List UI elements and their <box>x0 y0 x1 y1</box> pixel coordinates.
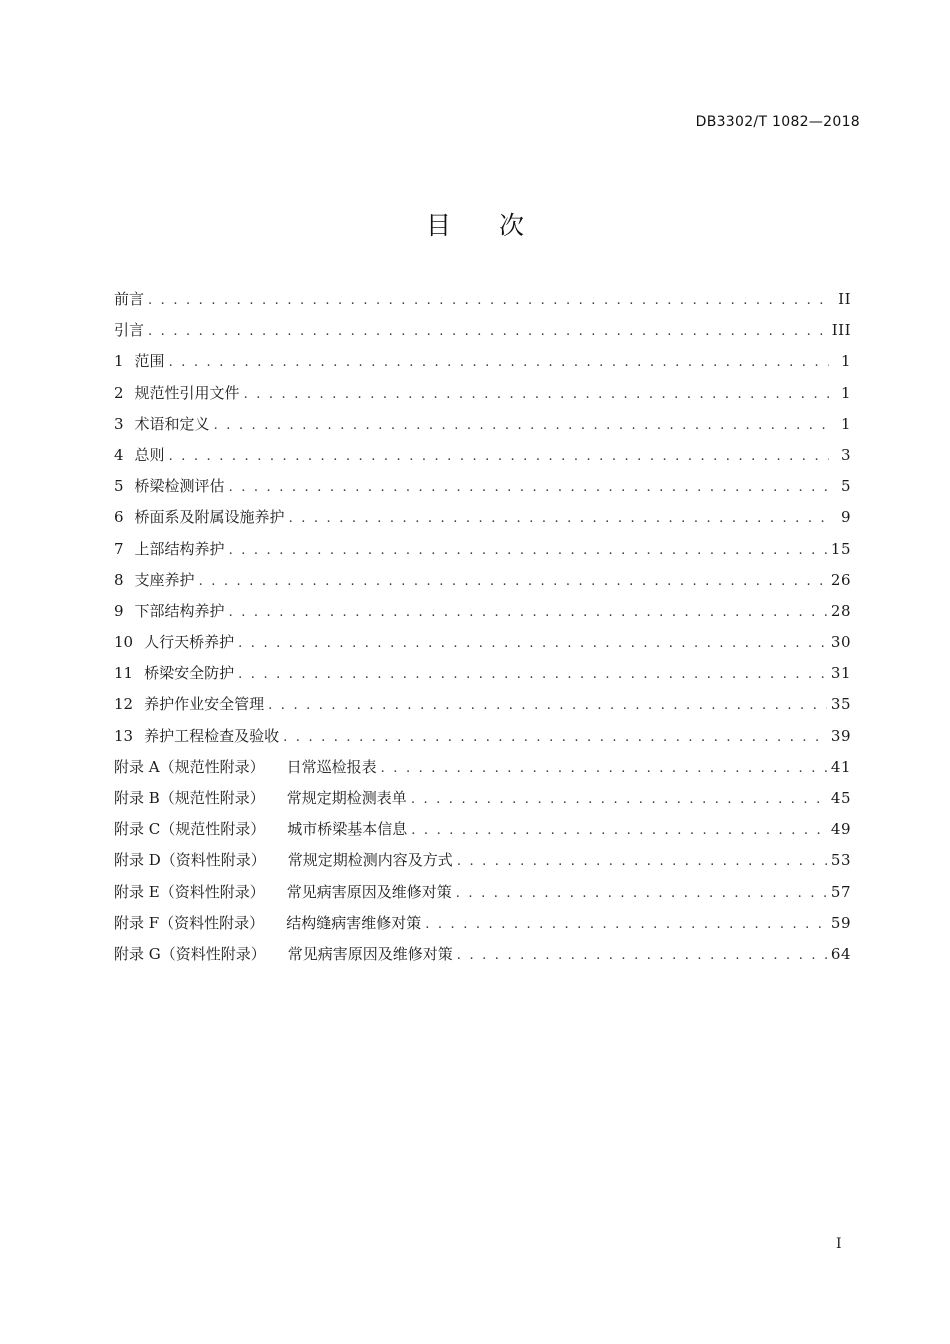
toc-entry-label: 人行天桥养护 <box>144 633 235 652</box>
toc-entry-page: 53 <box>830 851 851 870</box>
toc-appendix-title: 日常巡检报表 <box>286 757 377 776</box>
toc-entry-label: 附录 B（规范性附录） <box>114 789 265 807</box>
toc-entry-page: 1 <box>840 352 851 371</box>
toc-entry[interactable] <box>114 877 851 908</box>
toc-entry-page: 35 <box>830 695 851 714</box>
toc-dot-leader <box>456 878 827 909</box>
toc-entry[interactable] <box>114 284 851 315</box>
toc-entry[interactable] <box>114 845 851 876</box>
toc-entry-label: 总则 <box>134 445 165 464</box>
toc-entry-label: 范围 <box>134 352 165 371</box>
toc-appendix-title: 常见病害原因及维修对策 <box>287 944 453 963</box>
toc-entry-number: 1 <box>114 352 124 371</box>
toc-entry-label: 桥梁检测评估 <box>134 477 225 496</box>
toc-dot-leader <box>169 347 829 378</box>
toc-entry-number: 7 <box>114 539 124 558</box>
toc-dot-leader <box>411 784 827 815</box>
toc-dot-leader <box>457 940 827 971</box>
toc-entry-page: 45 <box>830 789 851 807</box>
toc-dot-leader <box>238 659 827 690</box>
toc-entry-label: 附录 G（资料性附录） <box>114 944 266 963</box>
toc-dot-leader <box>214 410 829 441</box>
toc-entry[interactable] <box>114 502 851 533</box>
toc-entry[interactable] <box>114 315 851 346</box>
toc-entry-number: 4 <box>114 445 124 464</box>
toc-entry-label: 养护工程检查及验收 <box>144 726 280 745</box>
toc-entry[interactable] <box>114 346 851 377</box>
toc-entry-number: 5 <box>114 477 124 496</box>
page-title: 目次 <box>425 211 572 240</box>
toc-entry-number: 9 <box>114 601 124 620</box>
toc-entry-page: 9 <box>840 508 851 527</box>
toc-entry-label: 前言 <box>114 290 145 308</box>
toc-entry-label: 附录 A（规范性附录） <box>114 757 265 776</box>
toc-entry-page: III <box>831 321 851 340</box>
toc-entry-label: 养护作业安全管理 <box>144 695 265 714</box>
toc-entry-page: 1 <box>840 414 851 433</box>
toc-dot-leader <box>148 316 828 347</box>
toc-dot-leader <box>169 441 829 472</box>
toc-appendix-title: 常规定期检测表单 <box>286 789 407 807</box>
toc-entry-number: 3 <box>114 414 124 433</box>
toc-entry-page: 28 <box>830 601 851 620</box>
toc-entry-label: 桥面系及附属设施养护 <box>134 508 285 527</box>
toc-entry[interactable] <box>114 814 851 845</box>
toc-dot-leader <box>238 628 827 659</box>
toc-entry-page: 64 <box>830 944 851 963</box>
toc-entry[interactable] <box>114 440 851 471</box>
toc-entry-page: 49 <box>830 820 851 839</box>
toc-entry-label: 桥梁安全防护 <box>144 664 235 683</box>
toc-entry-page: 26 <box>830 570 851 589</box>
toc-entry-label: 支座养护 <box>134 570 195 589</box>
toc-entry-number: 2 <box>114 383 124 402</box>
toc-entry[interactable] <box>114 596 851 627</box>
toc-entry[interactable] <box>114 752 851 783</box>
toc-dot-leader <box>268 690 827 721</box>
toc-entry-page: 57 <box>830 882 851 901</box>
toc-entry-number: 6 <box>114 508 124 527</box>
toc-entry[interactable] <box>114 721 851 752</box>
toc-entry-page: 30 <box>830 633 851 652</box>
toc-entry-page: 31 <box>830 664 851 683</box>
toc-dot-leader <box>411 815 827 846</box>
toc-entry-number: 13 <box>114 726 134 745</box>
toc-appendix-title: 常规定期检测内容及方式 <box>287 851 453 870</box>
toc-dot-leader <box>381 753 827 784</box>
toc-dot-leader <box>283 722 827 753</box>
toc-entry-page: 5 <box>840 477 851 496</box>
toc-entry-page: 3 <box>840 445 851 464</box>
toc-dot-leader <box>457 846 827 877</box>
document-code: DB3302/T 1082—2018 <box>695 114 860 130</box>
toc-entry-page: 1 <box>840 383 851 402</box>
toc-dot-leader <box>229 597 827 628</box>
toc-entry-page: 15 <box>830 539 851 558</box>
toc-entry[interactable] <box>114 908 851 939</box>
toc-entry[interactable] <box>114 534 851 565</box>
table-of-contents <box>114 284 851 970</box>
toc-dot-leader <box>229 472 829 503</box>
toc-dot-leader <box>244 379 829 410</box>
toc-entry-label: 附录 E（资料性附录） <box>114 882 265 901</box>
toc-dot-leader <box>199 566 827 597</box>
toc-entry-number: 10 <box>114 633 134 652</box>
toc-dot-leader <box>289 503 829 534</box>
toc-appendix-title: 城市桥梁基本信息 <box>287 820 408 839</box>
toc-entry[interactable] <box>114 783 851 814</box>
toc-entry-label: 下部结构养护 <box>134 601 225 620</box>
toc-entry-number: 12 <box>114 695 134 714</box>
toc-appendix-title: 结构缝病害维修对策 <box>286 913 422 932</box>
toc-entry-page: II <box>838 290 851 308</box>
toc-entry-page: 41 <box>830 757 851 776</box>
toc-entry-page: 39 <box>830 726 851 745</box>
toc-entry-label: 规范性引用文件 <box>134 383 240 402</box>
toc-entry-label: 上部结构养护 <box>134 539 225 558</box>
toc-entry-label: 引言 <box>114 321 145 340</box>
toc-entry[interactable] <box>114 658 851 689</box>
toc-entry-label: 附录 D（资料性附录） <box>114 851 266 870</box>
toc-entry[interactable] <box>114 409 851 440</box>
toc-entry-label: 术语和定义 <box>134 414 210 433</box>
toc-dot-leader <box>425 909 827 940</box>
toc-entry[interactable] <box>114 378 851 409</box>
toc-entry[interactable] <box>114 939 851 970</box>
page-number: I <box>836 1236 842 1252</box>
toc-entry-number: 8 <box>114 570 124 589</box>
toc-entry[interactable] <box>114 689 851 720</box>
toc-entry-number: 11 <box>114 664 134 683</box>
toc-dot-leader <box>229 535 827 566</box>
toc-entry[interactable] <box>114 471 851 502</box>
toc-appendix-title: 常见病害原因及维修对策 <box>286 882 452 901</box>
toc-entry-page: 59 <box>830 913 851 932</box>
toc-dot-leader <box>148 285 829 316</box>
toc-entry[interactable] <box>114 627 851 658</box>
toc-entry-label: 附录 C（规范性附录） <box>114 820 266 839</box>
toc-entry-label: 附录 F（资料性附录） <box>114 913 265 932</box>
toc-entry[interactable] <box>114 565 851 596</box>
